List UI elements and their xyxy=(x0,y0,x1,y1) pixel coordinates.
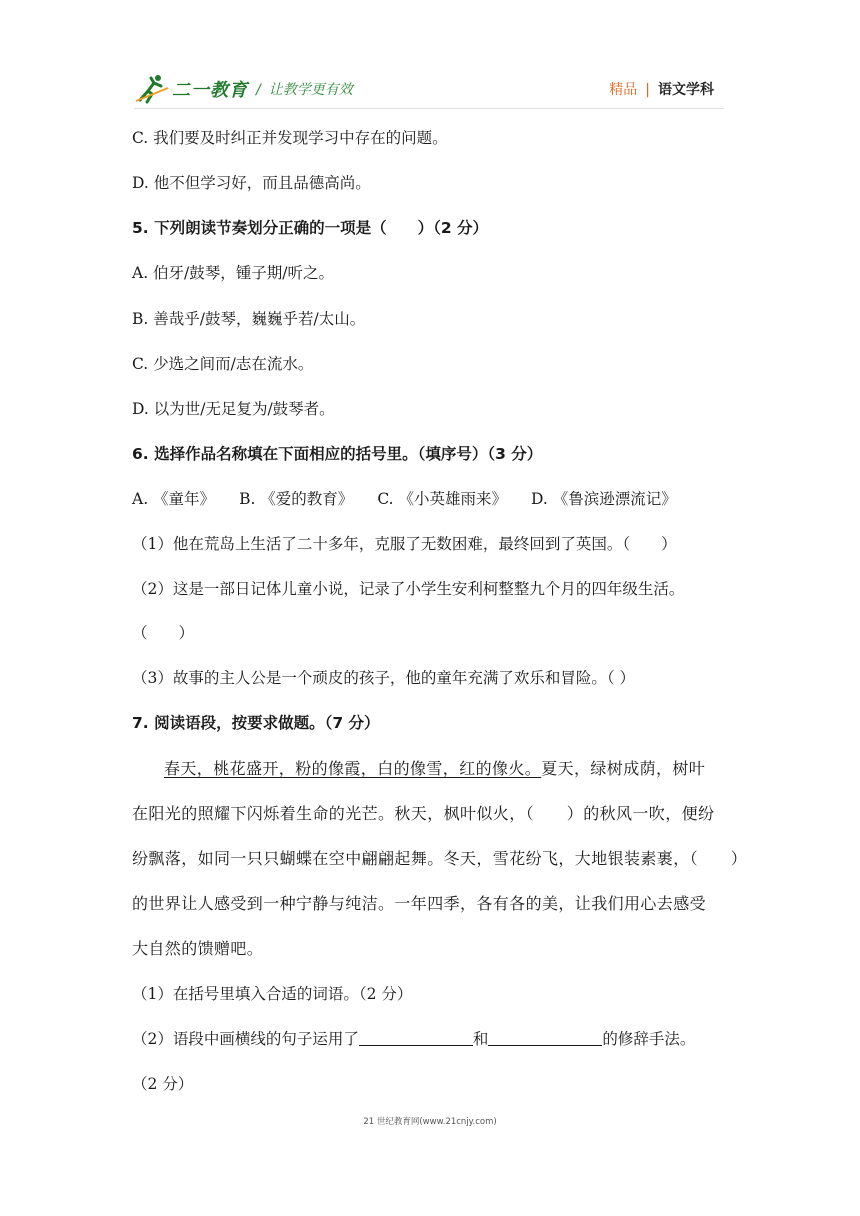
q4-option-c: C. 我们要及时纠正并发现学习中存在的问题。 xyxy=(132,129,448,147)
q5-option-d: D. 以为世/无足复为/鼓琴者。 xyxy=(132,400,335,418)
q7-item-2 xyxy=(132,1028,695,1050)
tag-divider: | xyxy=(645,82,650,98)
q6-item-1: （1）他在荒岛上生活了二十多年，克服了无数困难，最终回到了英国。（ ） xyxy=(132,535,677,553)
q7-item-2-pre: （2）语段中画横线的句子运用了 xyxy=(132,1030,359,1048)
logo xyxy=(134,74,248,104)
q6-option-a: A. 《童年》 xyxy=(132,490,216,508)
page-footer: 21 世纪教育网(www.21cnjy.com) xyxy=(363,1117,497,1127)
question-6: 6. 选择作品名称填在下面相应的括号里。（填序号）（3 分） xyxy=(132,445,543,463)
q7-item-1: （1）在括号里填入合适的词语。（2 分） xyxy=(132,985,413,1003)
passage-line-5: 大自然的馈赠吧。 xyxy=(132,939,264,958)
q5-option-b: B. 善哉乎/鼓琴，巍巍乎若/太山。 xyxy=(132,310,366,328)
logo-text: 二一教育 xyxy=(172,80,248,101)
passage-line-2: 在阳光的照耀下闪烁着生命的光芒。秋天，枫叶似火，（ ）的秋风一吹，便纷 xyxy=(132,804,715,823)
passage-line-4: 的世界让人感受到一种宁静与纯洁。一年四季，各有各的美，让我们用心去感受 xyxy=(132,894,707,913)
passage-line-1 xyxy=(164,758,705,780)
q5-option-a: A. 伯牙/鼓琴，锺子期/听之。 xyxy=(132,264,334,282)
slogan-slash: / xyxy=(256,82,261,98)
q6-option-b: B. 《爱的教育》 xyxy=(239,490,354,508)
q6-option-c: C. 《小英雄雨来》 xyxy=(377,490,507,508)
slogan xyxy=(256,79,353,99)
tag-subject: 语文学科 xyxy=(658,82,714,98)
tag-premium: 精品 xyxy=(609,82,638,98)
answer-blank-2[interactable] xyxy=(488,1029,602,1046)
q7-item-2-score: （2 分） xyxy=(132,1075,194,1093)
q6-item-3: （3）故事的主人公是一个顽皮的孩子，他的童年充满了欢乐和冒险。（ ） xyxy=(132,669,636,687)
passage-line-3: 纷飘落，如同一只只蝴蝶在空中翩翩起舞。冬天，雪花纷飞，大地银装素裹，（ ） xyxy=(132,849,748,868)
q6-item-2-blank: （ ） xyxy=(132,624,195,642)
q4-option-d: D. 他不但学习好，而且品德高尚。 xyxy=(132,174,371,192)
underlined-sentence: 春天，桃花盛开，粉的像霞，白的像雪，红的像火。 xyxy=(164,759,542,778)
question-5: 5. 下列朗读节奏划分正确的一项是（ ）（2 分） xyxy=(132,219,489,237)
q6-item-2: （2）这是一部日记体儿童小说，记录了小学生安利柯整整九个月的四年级生活。 xyxy=(132,580,685,598)
q6-option-d: D. 《鲁滨逊漂流记》 xyxy=(530,490,677,508)
q6-options xyxy=(132,488,677,510)
runner-logo-icon xyxy=(134,74,170,104)
header-tags xyxy=(609,79,714,99)
slogan-text: 让教学更有效 xyxy=(268,82,353,98)
passage-line-1-rest: 夏天，绿树成荫，树叶 xyxy=(541,759,706,778)
q5-option-c: C. 少选之间而/志在流水。 xyxy=(132,355,314,373)
q7-item-2-mid: 和 xyxy=(472,1030,489,1048)
question-7: 7. 阅读语段，按要求做题。（7 分） xyxy=(132,714,380,732)
page-header xyxy=(134,72,724,109)
q7-item-2-post: 的修辞手法。 xyxy=(602,1030,696,1048)
answer-blank-1[interactable] xyxy=(359,1029,473,1046)
